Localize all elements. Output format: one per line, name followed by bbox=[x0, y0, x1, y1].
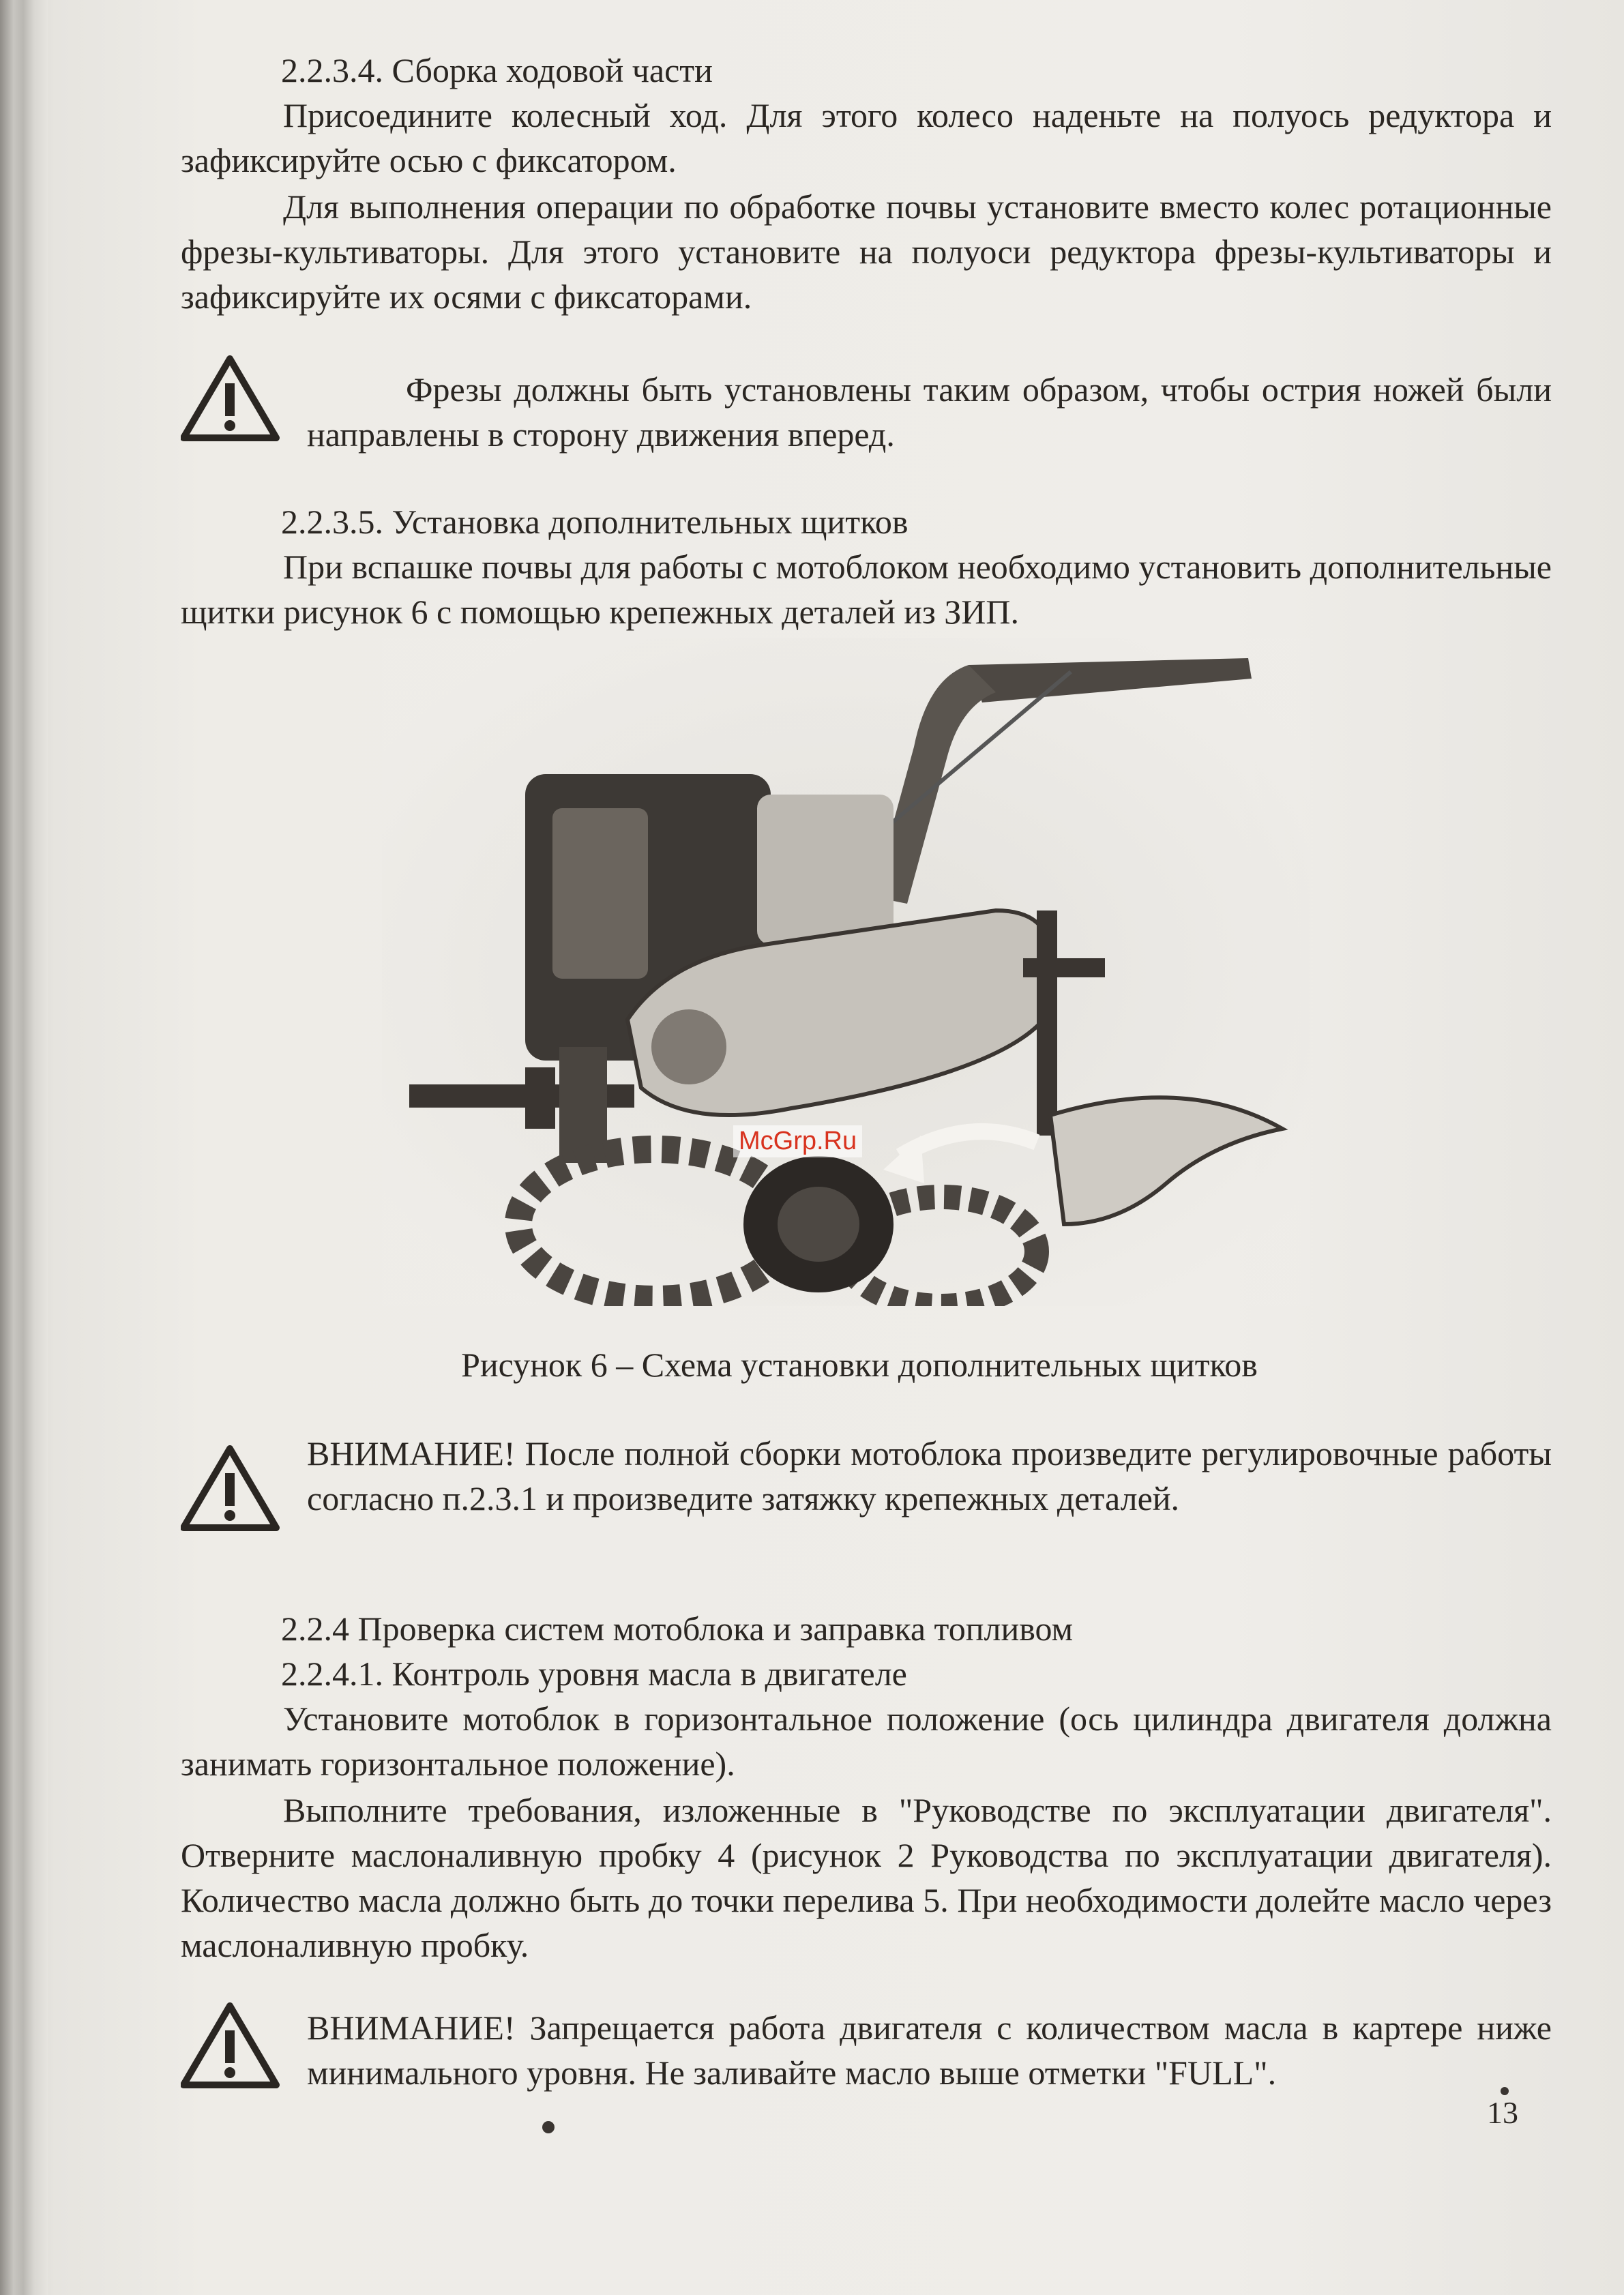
paragraph-oil-check: Выполните требования, изложенные в "Руководстве по эксплуатации двигателя". Отверните маслоналивную пробку 4 (рисунок 2 Руководства по эксплуатации двигателя). Количество масла должно быть до точки перелива 5. При необходимости долейте масло через маслоналивную пробку. bbox=[181, 1791, 1552, 1964]
warning-triangle-icon bbox=[181, 355, 280, 442]
section-heading-2-2-3-5: 2.2.3.5. Установка дополнительных щитков bbox=[281, 503, 909, 541]
paragraph-wheel-assembly: Присоедините колесный ход. Для этого колесо наденьте на полуось редуктора и зафиксируйте осью с фиксатором. bbox=[181, 96, 1552, 179]
section-heading-2-2-4: 2.2.4 Проверка систем мотоблока и заправка топливом bbox=[281, 1610, 1074, 1648]
warning-triangle-icon bbox=[181, 1445, 280, 1532]
paragraph-cultivator-install: Для выполнения операции по обработке почвы установите вместо колес ротационные фрезы-культиваторы. Для этого установите на полуоси редуктора фрезы-культиваторы и зафиксируйте их осями с фиксаторами. bbox=[181, 188, 1552, 316]
warning-text-adjustment: ВНИМАНИЕ! После полной сборки мотоблока произведите регулировочные работы согласно п.2.3.1 и произведите затяжку крепежных деталей. bbox=[307, 1434, 1552, 1517]
figure-caption: Рисунок 6 – Схема установки дополнительных щитков bbox=[461, 1346, 1258, 1384]
section-heading-2-2-3-4: 2.2.3.4. Сборка ходовой части bbox=[281, 51, 713, 89]
tiller-photo bbox=[382, 638, 1310, 1306]
watermark-label: McGrp.Ru bbox=[733, 1125, 862, 1157]
warning-text-cutters: Фрезы должны быть установлены таким образом, чтобы острия ножей были направлены в сторону движения вперед. bbox=[307, 370, 1552, 454]
print-speck bbox=[542, 2121, 555, 2133]
page-binding-edge bbox=[0, 0, 48, 2295]
warning-triangle-icon bbox=[181, 2002, 280, 2089]
page-number: 13 bbox=[1487, 2095, 1518, 2130]
warning-text-oil-level: ВНИМАНИЕ! Запрещается работа двигателя с количеством масла в картере ниже минимального уровня. Не заливайте масло выше отметки "FULL". bbox=[307, 2009, 1552, 2092]
paragraph-horizontal-position: Установите мотоблок в горизонтальное положение (ось цилиндра двигателя должна занимать горизонтальное положение). bbox=[181, 1700, 1552, 1783]
section-heading-2-2-4-1: 2.2.4.1. Контроль уровня масла в двигателе bbox=[281, 1655, 907, 1693]
paragraph-shields-install: При вспашке почвы для работы с мотоблоком необходимо установить дополнительные щитки рисунок 6 с помощью крепежных деталей из ЗИП. bbox=[181, 548, 1552, 631]
